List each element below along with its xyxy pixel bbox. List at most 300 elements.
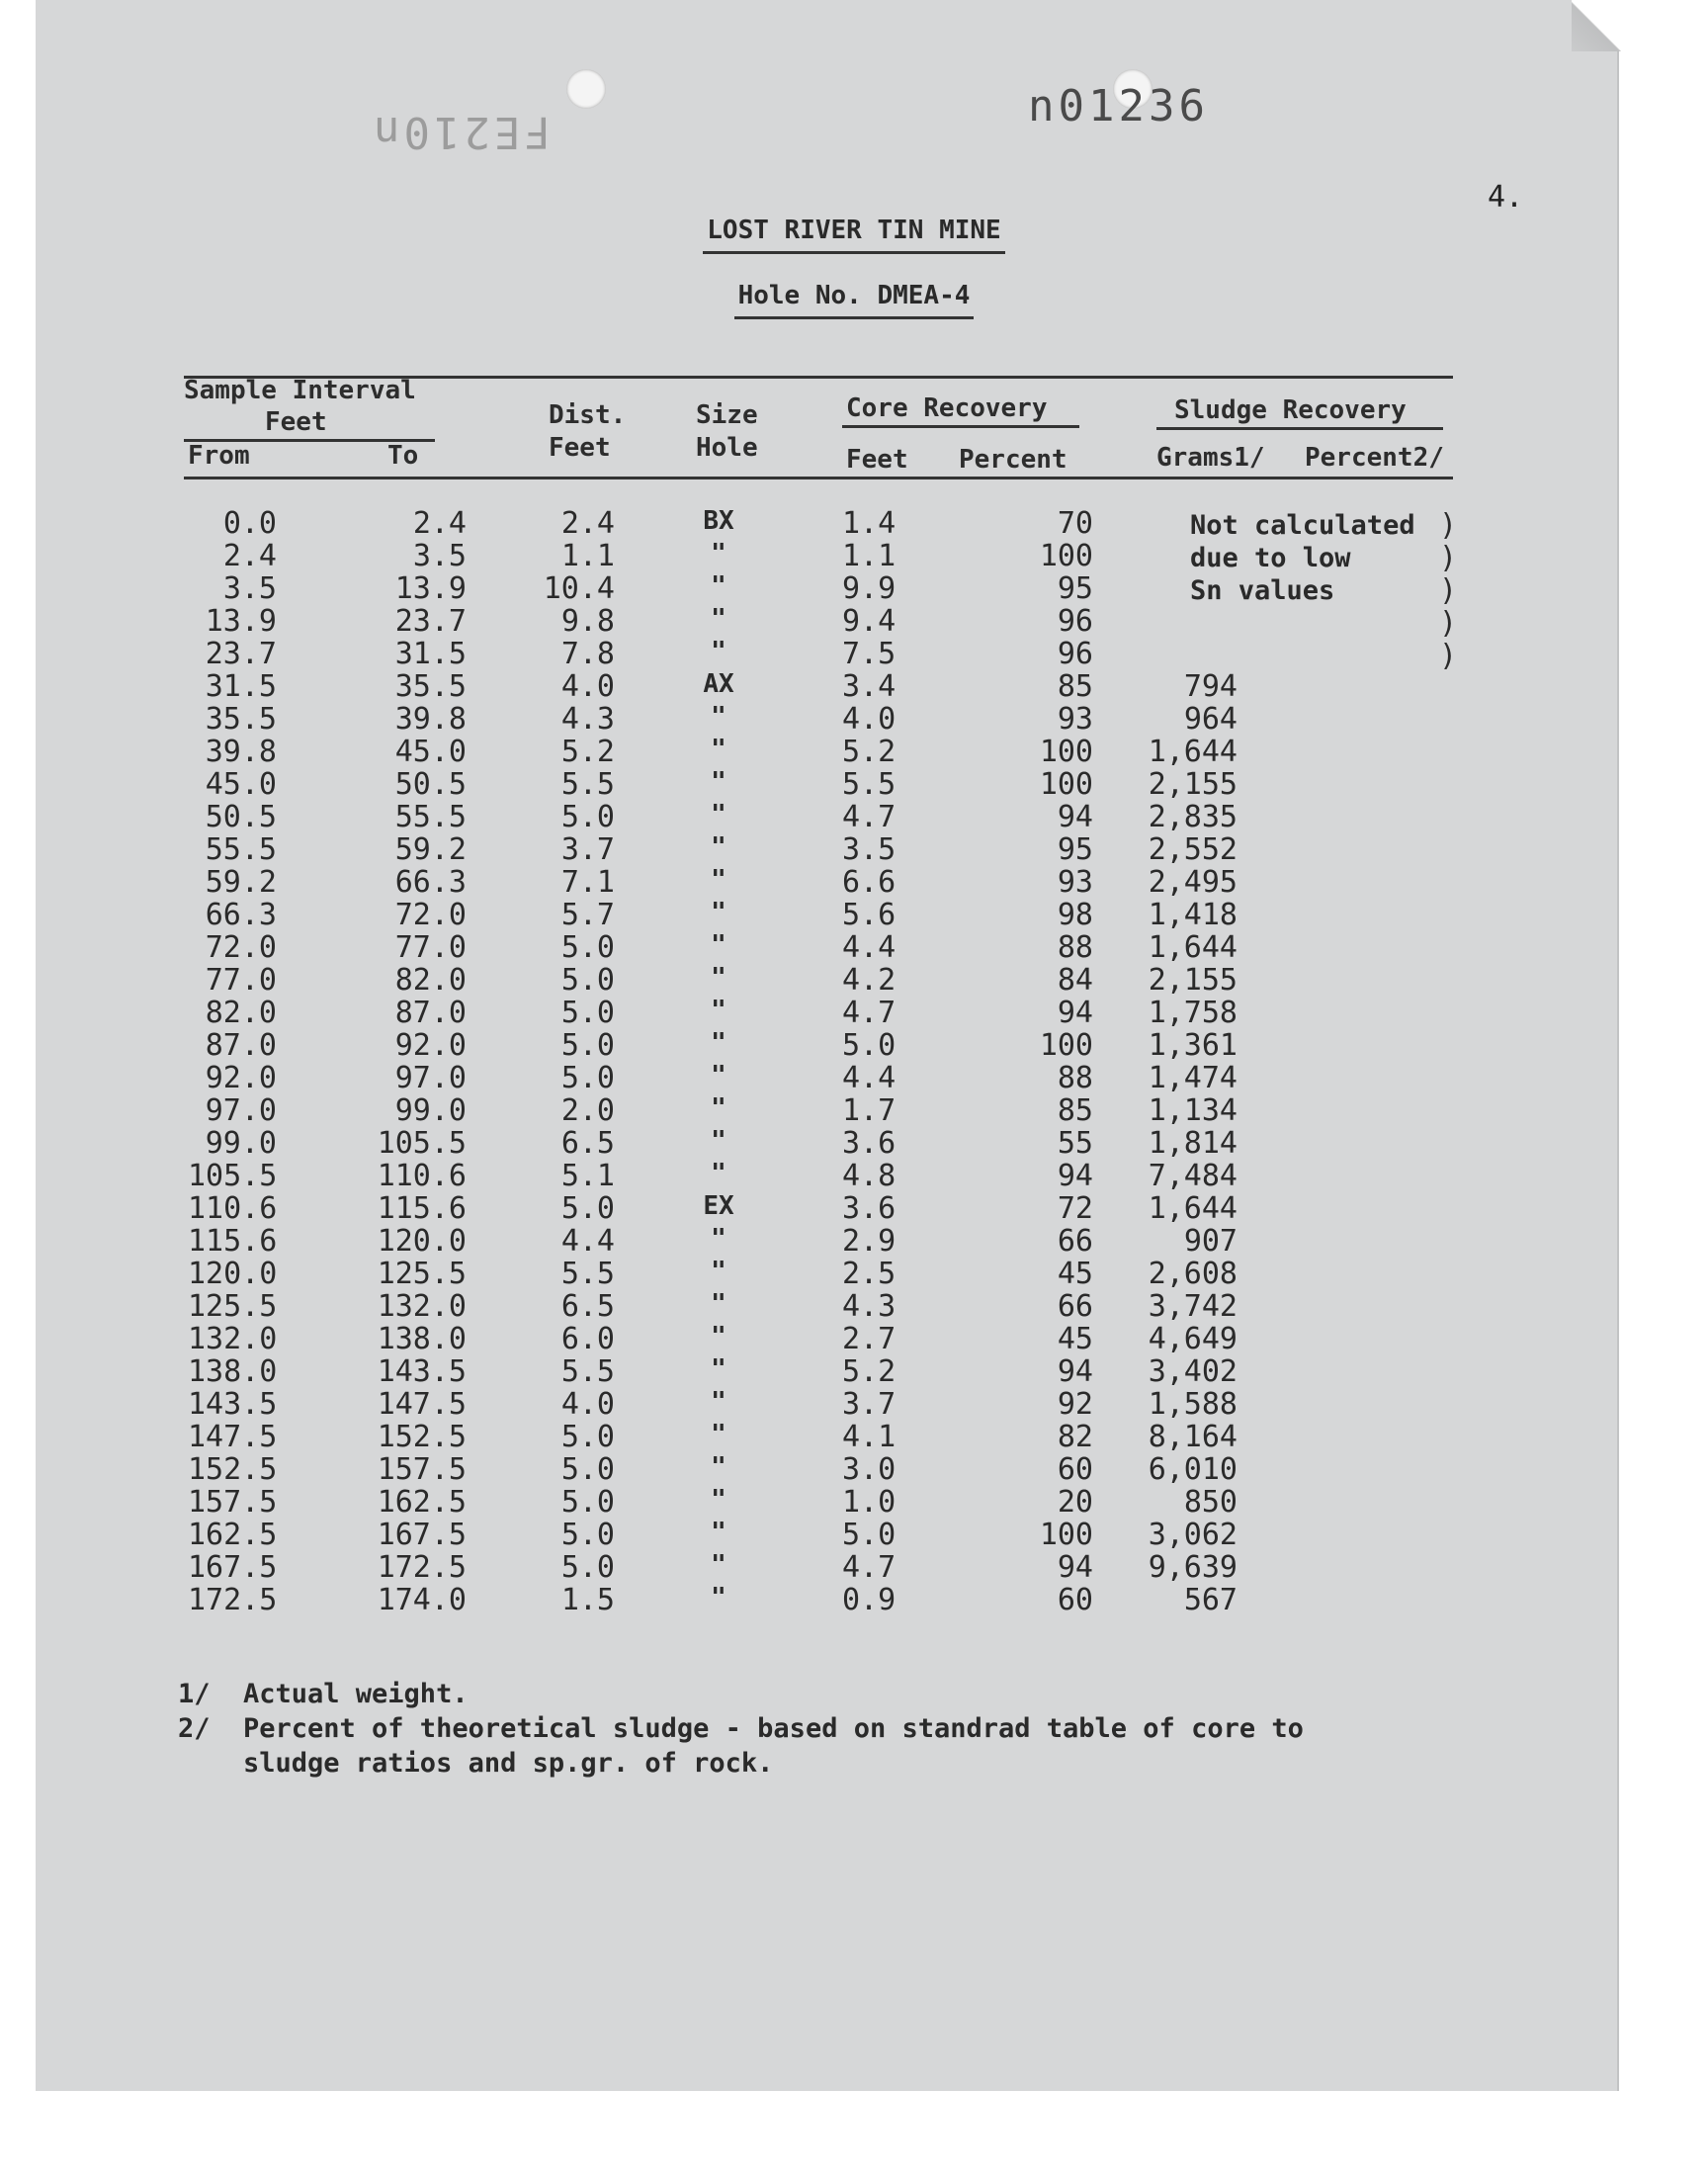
table-row [0,898,1708,930]
cell-size: " [711,1452,726,1482]
page-title-text: LOST RIVER TIN MINE [703,216,1004,254]
cell-sludge-grams: 3,742 [1148,1289,1238,1324]
cell-core-feet: 4.8 [842,1159,897,1193]
cell-core-feet: 3.0 [842,1452,897,1487]
cell-from: 55.5 [205,832,277,867]
cell-core-percent: 95 [1057,832,1093,867]
cell-core-feet: 9.4 [842,604,897,639]
table-row [0,571,1708,604]
cell-dist: 5.0 [560,1420,615,1454]
cell-dist: 1.1 [560,539,615,573]
header-sample-interval: Sample Interval [184,376,416,405]
cell-core-percent: 94 [1057,1354,1093,1389]
cell-size: " [711,832,726,862]
cell-to: 2.4 [412,506,467,541]
cell-sludge-grams: 2,608 [1148,1257,1238,1291]
table-row [0,1191,1708,1224]
cell-core-feet: 1.4 [842,506,897,541]
cell-from: 45.0 [205,767,277,802]
cell-dist: 5.0 [560,800,615,834]
cell-size: " [711,1583,726,1612]
cell-size: " [711,1485,726,1515]
cell-to: 59.2 [394,832,467,867]
cell-from: 138.0 [188,1354,278,1389]
cell-to: 105.5 [377,1126,467,1161]
cell-from: 13.9 [205,604,277,639]
cell-from: 66.3 [205,898,277,932]
table-row [0,735,1708,767]
punch-hole-left [566,69,606,109]
cell-size: " [711,702,726,732]
cell-dist: 6.0 [560,1322,615,1356]
cell-sludge-grams: 3,062 [1148,1518,1238,1552]
cell-from: 143.5 [188,1387,278,1422]
cell-from: 97.0 [205,1093,277,1128]
cell-core-percent: 100 [1039,767,1093,802]
cell-core-percent: 100 [1039,735,1093,769]
cell-sludge-grams: 2,155 [1148,963,1238,998]
cell-to: 174.0 [377,1583,467,1617]
cell-sludge-grams: 9,639 [1148,1550,1238,1585]
table-row [0,1093,1708,1126]
cell-from: 92.0 [205,1061,277,1095]
sludge-recovery-underline [1156,427,1443,430]
cell-from: 120.0 [188,1257,278,1291]
table-row [0,1485,1708,1518]
cell-core-feet: 4.4 [842,1061,897,1095]
cell-dist: 7.1 [560,865,615,900]
header-size: Size [696,400,758,430]
cell-core-feet: 2.5 [842,1257,897,1291]
table-row [0,1061,1708,1093]
cell-core-feet: 3.6 [842,1126,897,1161]
header-hole: Hole [696,433,758,463]
cell-sludge-grams: 1,644 [1148,735,1238,769]
header-core-recovery: Core Recovery [846,393,1048,423]
table-row [0,1518,1708,1550]
cell-core-percent: 20 [1057,1485,1093,1520]
cell-dist: 5.0 [560,930,615,965]
cell-core-feet: 4.0 [842,702,897,737]
footnote [178,1711,1304,1746]
table-row [0,1224,1708,1257]
header-feet: Feet [265,407,327,437]
cell-from: 77.0 [205,963,277,998]
cell-from: 147.5 [188,1420,278,1454]
cell-core-feet: 3.7 [842,1387,897,1422]
cell-core-percent: 72 [1057,1191,1093,1226]
cell-dist: 7.8 [560,637,615,671]
cell-size: " [711,930,726,960]
cell-core-feet: 4.7 [842,996,897,1030]
table-row [0,1387,1708,1420]
table-row [0,1028,1708,1061]
cell-from: 2.4 [222,539,277,573]
cell-core-feet: 5.2 [842,1354,897,1389]
folded-corner [1572,0,1621,51]
cell-from: 152.5 [188,1452,278,1487]
cell-dist: 5.2 [560,735,615,769]
cell-dist: 6.5 [560,1126,615,1161]
table-row [0,1322,1708,1354]
page-subtitle-text: Hole No. DMEA-4 [734,281,975,319]
cell-from: 82.0 [205,996,277,1030]
cell-from: 125.5 [188,1289,278,1324]
cell-to: 87.0 [394,996,467,1030]
cell-to: 3.5 [412,539,467,573]
footnote-mark: 2/ [178,1713,211,1744]
cell-from: 31.5 [205,669,277,704]
stamp-number: n01236 [1028,81,1209,131]
cell-core-percent: 60 [1057,1452,1093,1487]
cell-sludge-grams: 1,134 [1148,1093,1238,1128]
cell-sludge-grams: 4,649 [1148,1322,1238,1356]
table-row [0,1420,1708,1452]
cell-size: EX [703,1191,734,1221]
cell-core-percent: 100 [1039,1028,1093,1063]
cell-to: 23.7 [394,604,467,639]
cell-dist: 5.5 [560,1354,615,1389]
table-row [0,637,1708,669]
table-row [0,832,1708,865]
cell-core-feet: 1.1 [842,539,897,573]
cell-to: 125.5 [377,1257,467,1291]
cell-from: 115.6 [188,1224,278,1259]
cell-to: 152.5 [377,1420,467,1454]
cell-from: 87.0 [205,1028,277,1063]
cell-to: 72.0 [394,898,467,932]
cell-dist: 10.4 [543,571,615,606]
cell-dist: 5.0 [560,996,615,1030]
cell-to: 115.6 [377,1191,467,1226]
cell-from: 0.0 [222,506,277,541]
cell-dist: 4.4 [560,1224,615,1259]
cell-dist: 1.5 [560,1583,615,1617]
cell-to: 92.0 [394,1028,467,1063]
cell-size: " [711,637,726,666]
cell-size: " [711,735,726,764]
note-line-1: Not calculated [1190,510,1415,541]
table-row [0,930,1708,963]
page-subtitle [0,281,1708,310]
cell-dist: 2.4 [560,506,615,541]
cell-sludge-grams: 2,552 [1148,832,1238,867]
table-row [0,996,1708,1028]
cell-dist: 4.0 [560,669,615,704]
cell-core-percent: 70 [1057,506,1093,541]
cell-core-percent: 88 [1057,1061,1093,1095]
cell-from: 59.2 [205,865,277,900]
cell-core-percent: 88 [1057,930,1093,965]
cell-size: " [711,1387,726,1417]
cell-core-percent: 100 [1039,1518,1093,1552]
footnote-mark: 1/ [178,1679,211,1709]
cell-sludge-grams: 964 [1183,702,1238,737]
cell-from: 99.0 [205,1126,277,1161]
header-core-percent: Percent [959,445,1068,475]
cell-size: " [711,1061,726,1090]
cell-sludge-grams: 1,474 [1148,1061,1238,1095]
note-paren: ) [1439,541,1458,575]
cell-core-percent: 98 [1057,898,1093,932]
cell-to: 13.9 [394,571,467,606]
cell-size: " [711,1028,726,1058]
table-row [0,1354,1708,1387]
cell-from: 110.6 [188,1191,278,1226]
cell-core-percent: 93 [1057,865,1093,900]
cell-size: " [711,1420,726,1449]
cell-dist: 5.5 [560,1257,615,1291]
cell-dist: 5.0 [560,1061,615,1095]
cell-dist: 3.7 [560,832,615,867]
cell-core-percent: 45 [1057,1322,1093,1356]
cell-from: 172.5 [188,1583,278,1617]
cell-dist: 2.0 [560,1093,615,1128]
cell-dist: 5.0 [560,1191,615,1226]
cell-size: " [711,1550,726,1580]
header-bottom-rule [184,477,1453,479]
cell-size: " [711,1518,726,1547]
cell-core-percent: 84 [1057,963,1093,998]
cell-from: 23.7 [205,637,277,671]
note-line-3: Sn values [1190,575,1335,606]
cell-dist: 6.5 [560,1289,615,1324]
cell-core-feet: 4.2 [842,963,897,998]
header-dist: Dist. [549,400,627,430]
note-paren: ) [1439,606,1458,641]
table-row [0,1126,1708,1159]
cell-sludge-grams: 7,484 [1148,1159,1238,1193]
cell-core-percent: 66 [1057,1289,1093,1324]
cell-core-percent: 93 [1057,702,1093,737]
cell-to: 50.5 [394,767,467,802]
cell-core-feet: 9.9 [842,571,897,606]
cell-core-percent: 92 [1057,1387,1093,1422]
cell-core-percent: 55 [1057,1126,1093,1161]
cell-to: 31.5 [394,637,467,671]
cell-to: 167.5 [377,1518,467,1552]
cell-size: " [711,1093,726,1123]
cell-core-percent: 96 [1057,637,1093,671]
cell-to: 45.0 [394,735,467,769]
cell-core-feet: 3.6 [842,1191,897,1226]
cell-size: " [711,898,726,927]
footnote [178,1677,1304,1711]
page-title [0,216,1708,245]
cell-to: 132.0 [377,1289,467,1324]
cell-to: 162.5 [377,1485,467,1520]
cell-from: 50.5 [205,800,277,834]
table-row [0,1583,1708,1615]
cell-dist: 5.7 [560,898,615,932]
cell-to: 147.5 [377,1387,467,1422]
cell-core-percent: 94 [1057,996,1093,1030]
cell-to: 110.6 [377,1159,467,1193]
cell-dist: 5.0 [560,1452,615,1487]
cell-sludge-grams: 2,835 [1148,800,1238,834]
cell-to: 39.8 [394,702,467,737]
data-table [0,506,1708,1615]
cell-from: 3.5 [222,571,277,606]
cell-sludge-grams: 794 [1183,669,1238,704]
cell-size: " [711,1354,726,1384]
cell-sludge-grams: 1,814 [1148,1126,1238,1161]
note-paren: ) [1439,508,1458,543]
cell-core-feet: 4.7 [842,800,897,834]
cell-sludge-grams: 907 [1183,1224,1238,1259]
note-paren: ) [1439,639,1458,673]
page-number: 4. [1488,180,1524,215]
cell-core-feet: 7.5 [842,637,897,671]
table-row [0,1452,1708,1485]
cell-core-feet: 5.5 [842,767,897,802]
cell-dist: 5.0 [560,1550,615,1585]
cell-sludge-grams: 2,155 [1148,767,1238,802]
cell-size: " [711,539,726,568]
cell-to: 82.0 [394,963,467,998]
cell-sludge-grams: 567 [1183,1583,1238,1617]
cell-sludge-grams: 3,402 [1148,1354,1238,1389]
cell-size: " [711,1257,726,1286]
table-row [0,702,1708,735]
cell-size: " [711,963,726,993]
cell-sludge-grams: 1,758 [1148,996,1238,1030]
footnote-text: Percent of theoretical sludge - based on standrad table of core to [243,1713,1304,1744]
cell-sludge-grams: 6,010 [1148,1452,1238,1487]
cell-dist: 5.0 [560,1028,615,1063]
cell-core-percent: 60 [1057,1583,1093,1617]
cell-to: 157.5 [377,1452,467,1487]
cell-from: 132.0 [188,1322,278,1356]
cell-from: 167.5 [188,1550,278,1585]
note-line-2: due to low [1190,543,1351,573]
cell-core-feet: 4.4 [842,930,897,965]
table-row [0,800,1708,832]
header-to: To [387,441,419,471]
cell-core-percent: 94 [1057,800,1093,834]
cell-size: " [711,1159,726,1188]
cell-dist: 4.0 [560,1387,615,1422]
cell-dist: 5.0 [560,1518,615,1552]
cell-core-feet: 0.9 [842,1583,897,1617]
table-row [0,1159,1708,1191]
cell-size: " [711,767,726,797]
cell-size: " [711,996,726,1025]
header-sludge-percent: Percent2/ [1305,443,1444,473]
table-row [0,865,1708,898]
cell-core-feet: 5.0 [842,1028,897,1063]
cell-to: 77.0 [394,930,467,965]
cell-to: 35.5 [394,669,467,704]
cell-size: " [711,1322,726,1351]
cell-sludge-grams: 1,588 [1148,1387,1238,1422]
cell-core-feet: 5.0 [842,1518,897,1552]
cell-from: 35.5 [205,702,277,737]
cell-dist: 5.0 [560,963,615,998]
cell-to: 99.0 [394,1093,467,1128]
cell-sludge-grams: 1,644 [1148,930,1238,965]
cell-to: 97.0 [394,1061,467,1095]
core-recovery-underline [842,425,1079,428]
header-dist-feet: Feet [549,433,611,463]
cell-size: " [711,1224,726,1254]
cell-dist: 4.3 [560,702,615,737]
cell-from: 39.8 [205,735,277,769]
cell-core-feet: 2.7 [842,1322,897,1356]
table-row [0,506,1708,539]
note-paren: ) [1439,573,1458,608]
cell-core-feet: 1.0 [842,1485,897,1520]
cell-to: 143.5 [377,1354,467,1389]
cell-to: 66.3 [394,865,467,900]
cell-sludge-grams: 850 [1183,1485,1238,1520]
cell-core-percent: 85 [1057,1093,1093,1128]
cell-sludge-grams: 2,495 [1148,865,1238,900]
footnote-text: Actual weight. [243,1679,469,1709]
cell-size: " [711,800,726,829]
cell-from: 157.5 [188,1485,278,1520]
table-row [0,539,1708,571]
footnote [178,1746,1304,1781]
cell-from: 72.0 [205,930,277,965]
cell-core-percent: 85 [1057,669,1093,704]
cell-dist: 5.0 [560,1485,615,1520]
cell-core-feet: 4.1 [842,1420,897,1454]
cell-size: " [711,865,726,895]
cell-from: 105.5 [188,1159,278,1193]
cell-dist: 9.8 [560,604,615,639]
cell-core-percent: 95 [1057,571,1093,606]
cell-core-percent: 100 [1039,539,1093,573]
header-core-feet: Feet [846,445,908,475]
cell-core-feet: 3.5 [842,832,897,867]
cell-core-feet: 5.6 [842,898,897,932]
cell-sludge-grams: 1,644 [1148,1191,1238,1226]
cell-core-percent: 94 [1057,1159,1093,1193]
cell-dist: 5.5 [560,767,615,802]
table-row [0,1257,1708,1289]
footnotes [178,1677,1304,1781]
header-grams: Grams1/ [1156,443,1265,473]
cell-size: " [711,1126,726,1156]
cell-dist: 5.1 [560,1159,615,1193]
cell-sludge-grams: 8,164 [1148,1420,1238,1454]
cell-core-feet: 3.4 [842,669,897,704]
cell-core-percent: 96 [1057,604,1093,639]
cell-size: AX [703,669,734,699]
cell-to: 120.0 [377,1224,467,1259]
table-row [0,963,1708,996]
table-row [0,1289,1708,1322]
cell-core-percent: 66 [1057,1224,1093,1259]
table-row [0,767,1708,800]
header-sludge-recovery: Sludge Recovery [1174,395,1407,425]
cell-size: " [711,571,726,601]
footnote-text: sludge ratios and sp.gr. of rock. [243,1748,774,1779]
cell-sludge-grams: 1,361 [1148,1028,1238,1063]
table-row [0,1550,1708,1583]
table-row [0,669,1708,702]
cell-size: " [711,1289,726,1319]
cell-size: " [711,604,726,634]
cell-from: 162.5 [188,1518,278,1552]
cell-size: BX [703,506,734,536]
cell-core-feet: 2.9 [842,1224,897,1259]
stamp-number-faded: FE210n [370,107,551,157]
header-from: From [188,441,250,471]
cell-to: 172.5 [377,1550,467,1585]
cell-to: 55.5 [394,800,467,834]
